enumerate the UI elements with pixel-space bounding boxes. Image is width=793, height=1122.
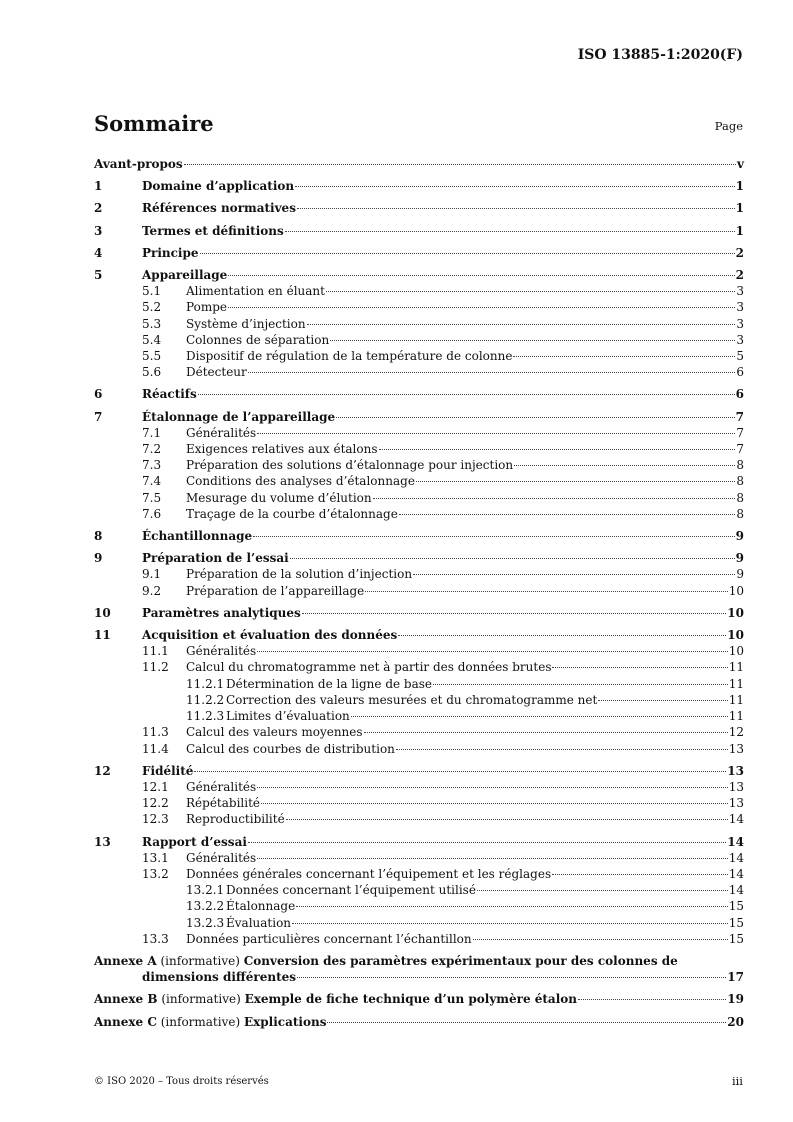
- toc-entry-title: Fidélité: [142, 763, 194, 778]
- toc-entry-title: Préparation de l’appareillage: [186, 583, 365, 598]
- annex-label: Annexe A: [94, 953, 157, 968]
- toc-entry[interactable]: [94, 245, 744, 261]
- toc-entry-page: 14: [728, 866, 744, 881]
- annex-entry[interactable]: [94, 991, 744, 1007]
- dot-leader: [228, 307, 735, 308]
- annex-label: Annexe B: [94, 992, 158, 1007]
- toc-entry-page: 7: [735, 409, 744, 424]
- toc-entry[interactable]: [94, 457, 744, 473]
- toc-entry-page: 3: [736, 316, 744, 331]
- toc-entry-page: 10: [728, 583, 744, 598]
- dot-leader: [364, 732, 728, 733]
- toc-entry-title: Étalonnage: [226, 899, 296, 914]
- dot-leader: [373, 498, 736, 499]
- toc-entry[interactable]: [94, 692, 744, 708]
- toc-entry-page: 14: [728, 883, 744, 898]
- toc-entry-page: 11: [728, 660, 744, 675]
- toc-entry-page: 1: [735, 179, 744, 194]
- toc-entry-number: 13.2.2: [186, 899, 225, 914]
- dot-leader: [261, 803, 728, 804]
- toc-entry[interactable]: [94, 441, 744, 457]
- toc-entry-title: Rapport d’essai: [142, 834, 247, 849]
- toc-entry[interactable]: [94, 566, 744, 582]
- dot-leader: [257, 787, 728, 788]
- toc-entry-number: 11.1: [142, 644, 169, 659]
- toc-entry-title: Pompe: [186, 300, 227, 315]
- toc-entry-page: v: [737, 157, 744, 171]
- toc-entry-page: 13: [728, 741, 744, 756]
- dot-leader: [290, 558, 735, 559]
- toc-entry-page: 8: [736, 506, 744, 521]
- toc-entry-title: Alimentation en éluant: [186, 284, 325, 299]
- toc-entry[interactable]: [94, 267, 744, 283]
- dot-leader: [552, 667, 727, 668]
- table-of-contents: [94, 156, 744, 1030]
- toc-entry-title: Calcul des valeurs moyennes: [186, 725, 363, 740]
- dot-leader: [365, 591, 727, 592]
- dot-leader: [398, 635, 726, 636]
- annex-entry[interactable]: [94, 1014, 744, 1030]
- dot-leader: [396, 749, 728, 750]
- toc-entry-number: 7.5: [142, 490, 162, 505]
- toc-entry-title: Exigences relatives aux étalons: [186, 442, 378, 457]
- toc-entry-page: 8: [736, 458, 744, 473]
- toc-entry-title: Système d’injection: [186, 316, 306, 331]
- toc-entry-title: Paramètres analytiques: [142, 605, 301, 620]
- toc-entry-number: 11.3: [142, 725, 169, 740]
- toc-entry[interactable]: [94, 659, 744, 675]
- toc-entry-title: Données générales concernant l’équipement et les réglages: [186, 866, 552, 881]
- toc-entry[interactable]: [94, 506, 744, 522]
- toc-entry-page: 11: [728, 709, 744, 724]
- dot-leader: [416, 481, 735, 482]
- toc-entry-number: 2: [94, 201, 103, 216]
- toc-entry[interactable]: [94, 627, 744, 643]
- toc-entry-title: Domaine d’application: [142, 179, 295, 194]
- toc-entry-title: Acquisition et évaluation des données: [142, 628, 398, 643]
- toc-entry[interactable]: [94, 931, 744, 947]
- toc-entry-title: Termes et définitions: [142, 223, 284, 238]
- toc-entry-page: 1: [735, 201, 744, 216]
- toc-entry-page: 8: [736, 490, 744, 505]
- dot-leader: [336, 417, 734, 418]
- annex-page: 19: [727, 992, 744, 1007]
- dot-leader: [379, 449, 736, 450]
- toc-entry-number: 11: [94, 628, 111, 643]
- toc-entry-title: Généralités: [186, 850, 257, 865]
- toc-entry[interactable]: [94, 473, 744, 489]
- toc-entry-title: Étalonnage de l’appareillage: [142, 409, 336, 424]
- toc-entry-number: 5.6: [142, 365, 162, 380]
- dot-leader: [307, 324, 736, 325]
- annex-page: 20: [727, 1014, 744, 1029]
- toc-entry-title: Calcul du chromatogramme net à partir des données brutes: [186, 660, 552, 675]
- annex-title: Conversion des paramètres expérimentaux pour des colonnes de: [243, 953, 678, 968]
- toc-entry-page: 3: [736, 284, 744, 299]
- toc-entry-page: 2: [735, 245, 744, 260]
- dot-leader: [598, 700, 727, 701]
- toc-entry[interactable]: [94, 811, 744, 827]
- toc-entry-number: 4: [94, 245, 103, 260]
- annex-kind: (informative): [160, 1014, 241, 1029]
- page-column-label: Page: [714, 119, 743, 133]
- toc-entry-page: 6: [736, 365, 744, 380]
- dot-leader: [552, 874, 728, 875]
- toc-entry[interactable]: [94, 763, 744, 779]
- toc-entry-title: Principe: [142, 245, 199, 260]
- toc-entry[interactable]: [94, 795, 744, 811]
- toc-entry-page: 8: [736, 474, 744, 489]
- dot-leader: [297, 977, 726, 978]
- toc-entry[interactable]: [94, 528, 744, 544]
- annex-kind: (informative): [161, 992, 241, 1007]
- toc-entry-title: Généralités: [186, 644, 257, 659]
- toc-entry[interactable]: [94, 283, 744, 299]
- toc-entry-number: 12: [94, 763, 111, 778]
- toc-entry[interactable]: [94, 882, 744, 898]
- toc-entry-number: 13.1: [142, 850, 169, 865]
- toc-entry-page: 9: [735, 551, 744, 566]
- dot-leader: [292, 923, 728, 924]
- toc-entry[interactable]: [94, 200, 744, 216]
- toc-entry-page: 2: [735, 268, 744, 283]
- toc-entry-number: 5.5: [142, 349, 162, 364]
- toc-entry-page: 10: [728, 644, 744, 659]
- toc-entry-number: 11.4: [142, 741, 169, 756]
- toc-entry[interactable]: [94, 779, 744, 795]
- annex-kind: (informative): [160, 953, 240, 968]
- page-number: iii: [731, 1074, 743, 1088]
- annex-entry[interactable]: [94, 953, 744, 985]
- dot-leader: [477, 890, 728, 891]
- dot-leader: [295, 186, 735, 187]
- toc-entry[interactable]: [94, 316, 744, 332]
- dot-leader: [351, 716, 728, 717]
- dot-leader: [228, 275, 734, 276]
- dot-leader: [286, 819, 728, 820]
- toc-entry[interactable]: [94, 490, 744, 506]
- toc-entry-title: Données particulières concernant l’échantillon: [186, 931, 472, 946]
- toc-entry-title: Généralités: [186, 779, 257, 794]
- dot-leader: [578, 999, 726, 1000]
- toc-entry-title: Répétabilité: [186, 796, 261, 811]
- toc-entry-page: 13: [728, 779, 744, 794]
- toc-entry-number: 7.4: [142, 474, 162, 489]
- toc-entry-number: 12.3: [142, 812, 169, 827]
- toc-entry-page: 15: [728, 915, 744, 930]
- toc-entry-title: Détermination de la ligne de base: [226, 676, 433, 691]
- toc-entry-number: 9.2: [142, 583, 162, 598]
- toc-entry[interactable]: [94, 178, 744, 194]
- toc-entry-number: 10: [94, 605, 111, 620]
- toc-entry-number: 7.6: [142, 506, 162, 521]
- toc-entry[interactable]: [94, 605, 744, 621]
- toc-entry-page: 13: [727, 763, 744, 778]
- dot-leader: [248, 372, 736, 373]
- toc-entry-title: Correction des valeurs mesurées et du chromatogramme net: [226, 692, 598, 707]
- dot-leader: [413, 574, 735, 575]
- toc-entry-page: 13: [728, 796, 744, 811]
- dot-leader: [296, 906, 728, 907]
- dot-leader: [257, 858, 728, 859]
- annex-title: Exemple de fiche technique d’un polymère étalon: [244, 992, 577, 1007]
- toc-entry[interactable]: [94, 643, 744, 659]
- toc-entry-title: Avant-propos: [94, 157, 183, 171]
- toc-entry[interactable]: [94, 676, 744, 692]
- toc-entry-title: Calcul des courbes de distribution: [186, 741, 395, 756]
- toc-entry[interactable]: [94, 364, 744, 380]
- toc-entry-page: 14: [727, 834, 744, 849]
- toc-entry-number: 5.4: [142, 332, 162, 347]
- toc-entry-page: 7: [736, 442, 744, 457]
- toc-entry[interactable]: [94, 550, 744, 566]
- toc-entry-title: Mesurage du volume d’élution: [186, 490, 372, 505]
- toc-entry-number: 7.1: [142, 425, 162, 440]
- toc-entry-number: 5.1: [142, 284, 162, 299]
- toc-entry-title: Limites d’évaluation: [226, 709, 350, 724]
- toc-entry-page: 10: [727, 628, 744, 643]
- toc-entry-number: 12.1: [142, 779, 169, 794]
- toc-entry-title: Préparation des solutions d’étalonnage pour injection: [186, 458, 514, 473]
- dot-leader: [327, 1022, 726, 1023]
- toc-entry-page: 1: [735, 223, 744, 238]
- toc-entry-page: 11: [728, 692, 744, 707]
- dot-leader: [473, 939, 728, 940]
- toc-entry[interactable]: [94, 409, 744, 425]
- toc-entry-number: 11.2.3: [186, 709, 225, 724]
- toc-entry-title: Évaluation: [226, 915, 292, 930]
- dot-leader: [257, 433, 735, 434]
- standard-reference: ISO 13885-1:2020(F): [577, 47, 743, 63]
- toc-entry-title: Généralités: [186, 425, 257, 440]
- toc-entry-number: 5.3: [142, 316, 162, 331]
- toc-entry-title: Traçage de la courbe d’étalonnage: [186, 506, 398, 521]
- toc-entry-page: 3: [736, 300, 744, 315]
- toc-entry-number: 13.2: [142, 866, 169, 881]
- toc-entry-page: 15: [728, 931, 744, 946]
- toc-entry-number: 13.2.1: [186, 883, 225, 898]
- toc-entry-title: Conditions des analyses d’étalonnage: [186, 474, 415, 489]
- toc-entry[interactable]: [94, 332, 744, 348]
- annex-label: Annexe C: [94, 1014, 157, 1029]
- toc-entry-number: 13.3: [142, 931, 169, 946]
- toc-entry-page: 10: [727, 605, 744, 620]
- toc-entry-number: 13.2.3: [186, 915, 225, 930]
- toc-title: Sommaire: [94, 111, 214, 136]
- annex-title-continuation: dimensions différentes: [142, 970, 297, 985]
- toc-entry-number: 5: [94, 268, 103, 283]
- toc-entry[interactable]: [94, 898, 744, 914]
- copyright-notice: © ISO 2020 – Tous droits réservés: [94, 1076, 269, 1087]
- dot-leader: [253, 536, 734, 537]
- toc-entry-page: 14: [728, 850, 744, 865]
- toc-entry-number: 1: [94, 179, 103, 194]
- toc-entry-title: Échantillonnage: [142, 529, 253, 544]
- dot-leader: [248, 842, 726, 843]
- toc-entry-number: 7.2: [142, 442, 162, 457]
- toc-entry[interactable]: [94, 223, 744, 239]
- dot-leader: [399, 514, 736, 515]
- toc-entry-title: Appareillage: [142, 268, 228, 283]
- dot-leader: [433, 684, 728, 685]
- dot-leader: [302, 613, 727, 614]
- toc-entry[interactable]: [94, 348, 744, 364]
- toc-entry[interactable]: [94, 834, 744, 850]
- toc-entry[interactable]: [94, 915, 744, 931]
- toc-entry-title: Détecteur: [186, 365, 247, 380]
- toc-entry-title: Dispositif de régulation de la température de colonne: [186, 349, 513, 364]
- toc-entry-number: 12.2: [142, 796, 169, 811]
- toc-entry-number: 3: [94, 223, 103, 238]
- toc-entry-page: 5: [736, 349, 744, 364]
- toc-entry-page: 6: [735, 387, 744, 402]
- toc-entry-number: 7.3: [142, 458, 162, 473]
- toc-entry[interactable]: [94, 741, 744, 757]
- toc-entry-number: 11.2: [142, 660, 169, 675]
- toc-entry-page: 9: [735, 529, 744, 544]
- toc-entry[interactable]: [94, 866, 744, 882]
- toc-entry-number: 5.2: [142, 300, 162, 315]
- toc-entry-page: 3: [736, 332, 744, 347]
- toc-entry[interactable]: [94, 724, 744, 740]
- toc-entry-number: 11.2.2: [186, 692, 225, 707]
- dot-leader: [198, 394, 735, 395]
- toc-entry-number: 8: [94, 529, 103, 544]
- dot-leader: [326, 291, 735, 292]
- dot-leader: [513, 356, 735, 357]
- toc-entry-page: 15: [728, 899, 744, 914]
- toc-entry-title: Données concernant l’équipement utilisé: [226, 883, 476, 898]
- annex-title: Explications: [243, 1014, 327, 1029]
- toc-entry-title: Reproductibilité: [186, 812, 285, 827]
- dot-leader: [257, 651, 728, 652]
- toc-entry-title: Colonnes de séparation: [186, 332, 330, 347]
- toc-entry-number: 9.1: [142, 567, 162, 582]
- dot-leader: [330, 340, 735, 341]
- toc-entry-page: 11: [728, 676, 744, 691]
- toc-entry-title: Préparation de la solution d’injection: [186, 567, 413, 582]
- toc-entry[interactable]: [94, 386, 744, 402]
- annex-page: 17: [727, 970, 744, 985]
- dot-leader: [194, 771, 726, 772]
- dot-leader: [514, 465, 735, 466]
- toc-entry[interactable]: [94, 425, 744, 441]
- toc-entry-page: 9: [736, 567, 744, 582]
- toc-entry-number: 7: [94, 409, 103, 424]
- toc-entry[interactable]: [94, 708, 744, 724]
- toc-entry[interactable]: [94, 156, 744, 172]
- toc-entry[interactable]: [94, 850, 744, 866]
- toc-entry-number: 6: [94, 387, 103, 402]
- dot-leader: [297, 208, 735, 209]
- toc-entry-number: 9: [94, 551, 103, 566]
- toc-entry-title: Préparation de l’essai: [142, 551, 289, 566]
- toc-entry-number: 11.2.1: [186, 676, 225, 691]
- toc-entry-title: Réactifs: [142, 387, 197, 402]
- toc-entry-page: 7: [736, 425, 744, 440]
- dot-leader: [200, 253, 735, 254]
- toc-entry-number: 13: [94, 834, 111, 849]
- dot-leader: [184, 164, 736, 165]
- toc-entry-title: Références normatives: [142, 201, 296, 216]
- toc-entry-page: 14: [728, 812, 744, 827]
- toc-entry[interactable]: [94, 583, 744, 599]
- dot-leader: [285, 231, 735, 232]
- toc-entry-page: 12: [728, 725, 744, 740]
- toc-entry[interactable]: [94, 299, 744, 315]
